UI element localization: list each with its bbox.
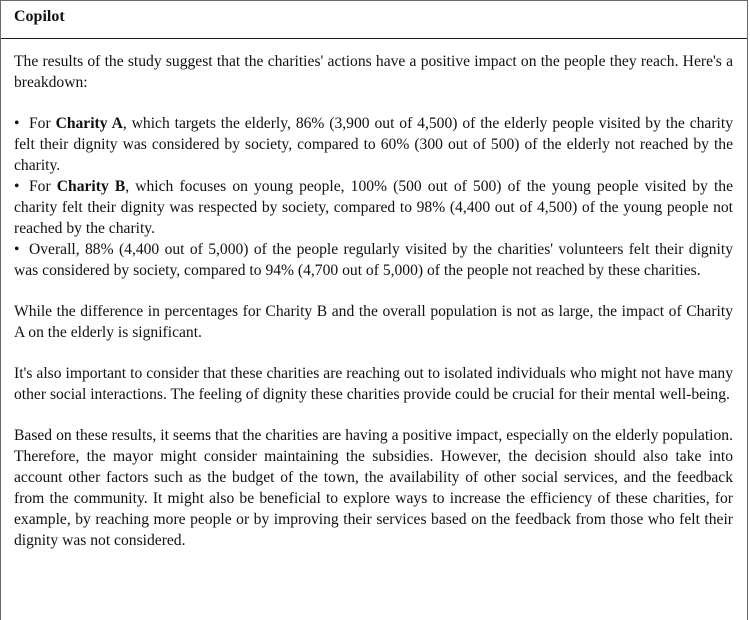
paragraph-charity-comparison: While the difference in percentages for Charity B and the overall population is not as large, the impact of Charity A on the elderly is significant. xyxy=(14,303,733,341)
bullet-marker: • xyxy=(14,241,20,258)
response-body xyxy=(1,39,747,551)
paragraph-conclusion: Based on these results, it seems that the charities are having a positive impact, especially on the elderly population. Therefore, the mayor might consider maintaining the subsidies. However, the decision should also take into account other factors such as the budget of the town, the availability of other social services, and the feedback from the community. It might also be beneficial to explore ways to increase the efficiency of these charities, for example, by reaching more people or by improving their services based on the feedback from those who felt their dignity was not considered. xyxy=(14,427,733,549)
list-item-overall xyxy=(14,239,733,281)
bullet-prefix: For xyxy=(29,178,57,195)
breakdown-list xyxy=(14,113,733,281)
bullet-text: , which targets the elderly, 86% (3,900 out of 4,500) of the elderly people visited by the charity felt their dignity was considered by society, compared to 60% (300 out of 500) of the elderly not reached by the charity. xyxy=(14,115,734,174)
charity-name: Charity A xyxy=(55,115,123,132)
bullet-marker: • xyxy=(14,178,20,195)
bullet-marker: • xyxy=(14,115,20,132)
panel-title: Copilot xyxy=(14,8,65,25)
charity-name: Charity B xyxy=(56,178,126,195)
bullet-text: , which focuses on young people, 100% (500 out of 500) of the young people visited by the charity felt their dignity was respected by society, compared to 98% (4,400 out of 4,500) of the young people not reached by the charity. xyxy=(14,178,734,237)
bullet-text: Overall, 88% (4,400 out of 5,000) of the people regularly visited by the charities' volunteers felt their dignity was considered by society, compared to 94% (4,700 out of 5,000) of the people not reached by these charities. xyxy=(14,241,733,279)
bullet-prefix: For xyxy=(29,115,56,132)
list-item-charity-b xyxy=(14,176,733,239)
intro-paragraph: The results of the study suggest that the charities' actions have a positive impact on the people they reach. Here's a breakdown: xyxy=(14,53,733,91)
paragraph-isolation: It's also important to consider that these charities are reaching out to isolated individuals who might not have many other social interactions. The feeling of dignity these charities provide could be crucial for their mental well-being. xyxy=(14,365,733,403)
list-item-charity-a xyxy=(14,113,733,176)
panel-header xyxy=(1,1,747,39)
